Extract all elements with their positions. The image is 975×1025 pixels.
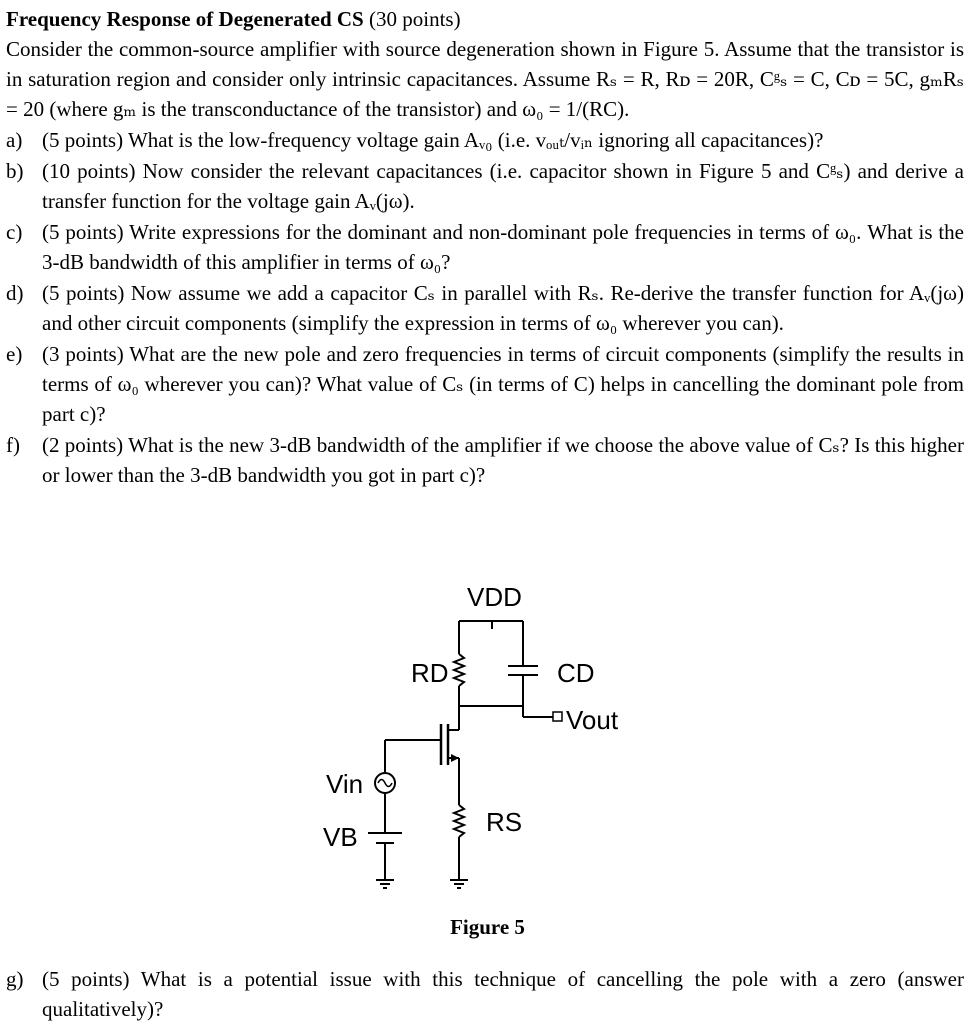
question-b (6, 156, 964, 216)
question-label: f) (6, 433, 20, 457)
question-label: g) (6, 967, 24, 991)
vout-terminal (553, 712, 562, 721)
question-g-container (6, 963, 964, 1025)
problem-title (6, 4, 964, 34)
vout-label: Vout (566, 705, 619, 735)
question-text: (5 points) Write expressions for the dominant and non-dominant pole frequencies in terms of ω₀. What is the 3-dB bandwidth of this amplifier in terms of ω₀? (42, 220, 964, 274)
question-text: (3 points) What are the new pole and zero frequencies in terms of circuit components (simplify the results in terms of ω₀ wherever you can)? What value of Cₛ (in terms of C) helps in cancelling the dominant pole from part c)? (42, 342, 964, 426)
question-c (6, 217, 964, 277)
question-label: b) (6, 159, 24, 183)
question-text: (10 points) Now consider the relevant capacitances (i.e. capacitor shown in Figure 5 and Cᵍₛ) and derive a transfer function for the voltage gain Aᵥ(jω). (42, 159, 964, 213)
rd-label: RD (411, 658, 449, 688)
figure-caption: Figure 5 (450, 915, 525, 939)
vb-label: VB (323, 822, 358, 852)
question-label: d) (6, 281, 24, 305)
question-e (6, 339, 964, 429)
rs-resistor (454, 805, 464, 837)
circuit-schematic (0, 580, 975, 910)
sine-icon (378, 780, 392, 787)
question-f (6, 430, 964, 490)
question-text: (5 points) What is the low-frequency voltage gain Aᵥ₀ (i.e. vₒᵤₜ/vᵢₙ ignoring all capacitances)? (42, 128, 824, 152)
question-text: (5 points) Now assume we add a capacitor Cₛ in parallel with Rₛ. Re-derive the transfer function for Aᵥ(jω) and other circuit components (simplify the expression in terms of ω₀ wherever you can). (42, 281, 964, 335)
problem-intro: Consider the common-source amplifier with source degeneration shown in Figure 5. Assume that the transistor is in saturation region and consider only intrinsic capacitances. Assume Rₛ = R, Rᴅ = 20R, Cᵍₛ = C, Cᴅ = 5C, gₘRₛ = 20 (where gₘ is the transconductance of the transistor) and ω₀ = 1/(RC). (6, 37, 964, 121)
rd-resistor (454, 654, 464, 686)
question-g (6, 964, 964, 1024)
rs-label: RS (486, 807, 523, 837)
problem-points: (30 points) (369, 7, 461, 31)
problem-text (6, 4, 964, 491)
vdd-label: VDD (467, 582, 522, 612)
cd-label: CD (557, 658, 595, 688)
question-label: c) (6, 220, 23, 244)
question-a (6, 125, 964, 155)
question-d (6, 278, 964, 338)
circuit-figure (0, 580, 975, 960)
question-text: (2 points) What is the new 3-dB bandwidth of the amplifier if we choose the above value of Cₛ? Is this higher or lower than the 3-dB bandwidth you got in part c)? (42, 433, 964, 487)
vin-label: Vin (326, 769, 364, 799)
question-label: e) (6, 342, 23, 366)
question-label: a) (6, 128, 23, 152)
question-text: (5 points) What is a potential issue with this technique of cancelling the pole with a zero (answer qualitatively)? (42, 967, 964, 1021)
problem-title-bold: Frequency Response of Degenerated CS (6, 7, 364, 31)
source-arrow-icon (451, 754, 459, 762)
